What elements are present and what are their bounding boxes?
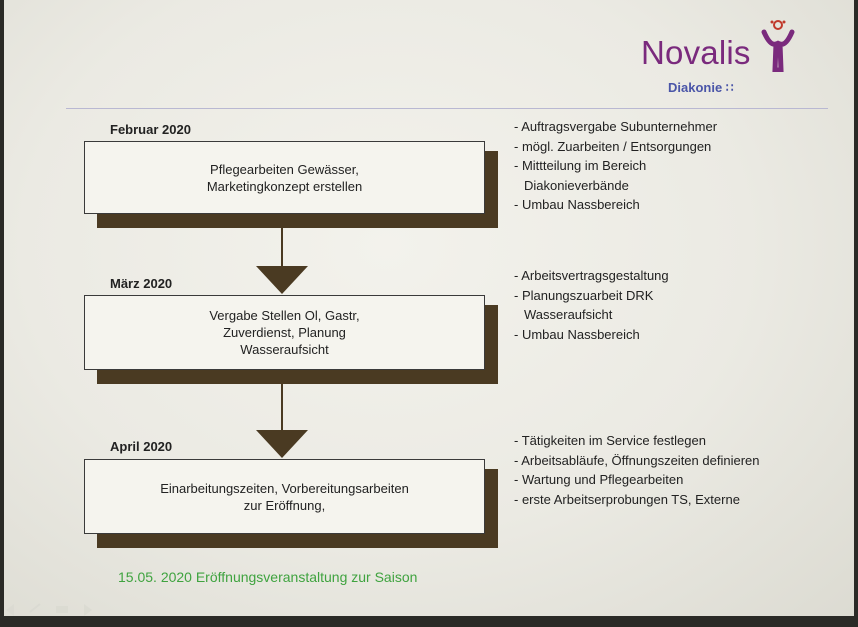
note-item: - Planungszuarbeit DRK xyxy=(514,287,654,303)
footer-event-line: 15.05. 2020 Eröffnungsveranstaltung zur Saison xyxy=(118,569,418,585)
step-date-1: Februar 2020 xyxy=(110,122,191,137)
step-box-text-2: Vergabe Stellen Ol, Gastr, Zuverdienst, Planung Wasseraufsicht xyxy=(209,308,360,357)
diakonie-cross-icon: ∷ xyxy=(725,81,734,95)
novalis-logo-text: Novalis xyxy=(641,34,751,71)
step-box-text-1: Pflegearbeiten Gewässer, Marketingkonzept erstellen xyxy=(206,161,363,194)
step-date-2: März 2020 xyxy=(110,276,173,291)
flow-arrow-line-1 xyxy=(281,228,283,268)
note-item: - Wartung und Pflegearbeiten xyxy=(514,472,684,487)
note-item: - Umbau Nassbereich xyxy=(514,326,640,342)
note-item: - Arbeitsabläufe, Öffnungszeiten definieren xyxy=(514,452,760,468)
note-item: - Mittteilung im Bereich xyxy=(514,158,647,173)
diakonie-logo-text: Diakonie ∷ xyxy=(668,80,734,95)
presentation-controls-icon xyxy=(0,598,110,616)
note-item: - mögl. Zuarbeiten / Entsorgungen xyxy=(514,138,712,154)
down-arrow-icon xyxy=(256,266,308,294)
note-item: - erste Arbeitserprobungen TS, Externe xyxy=(514,491,740,507)
step-box-1 xyxy=(84,141,485,214)
note-item: - Arbeitsvertragsgestaltung xyxy=(514,268,669,283)
novalis-figure-icon xyxy=(758,16,798,72)
step-box-text-3: Einarbeitungszeiten, Vorbereitungsarbeiten zur Eröffnung, xyxy=(160,480,409,513)
step-box-3 xyxy=(84,459,485,534)
step-notes-2 xyxy=(514,266,669,344)
note-item: - Tätigkeiten im Service festlegen xyxy=(514,433,706,448)
step-date-3: April 2020 xyxy=(110,439,173,454)
note-item: Wasseraufsicht xyxy=(524,307,613,322)
note-item: Diakonieverbände xyxy=(524,177,629,193)
step-notes-3 xyxy=(514,431,759,509)
down-arrow-icon xyxy=(256,430,308,458)
header-divider xyxy=(66,108,828,109)
step-notes-1 xyxy=(514,117,717,215)
flow-arrow-line-2 xyxy=(281,384,283,432)
note-item: - Auftragsvergabe Subunternehmer xyxy=(514,119,718,134)
step-box-2 xyxy=(84,295,485,370)
note-item: - Umbau Nassbereich xyxy=(514,197,640,212)
